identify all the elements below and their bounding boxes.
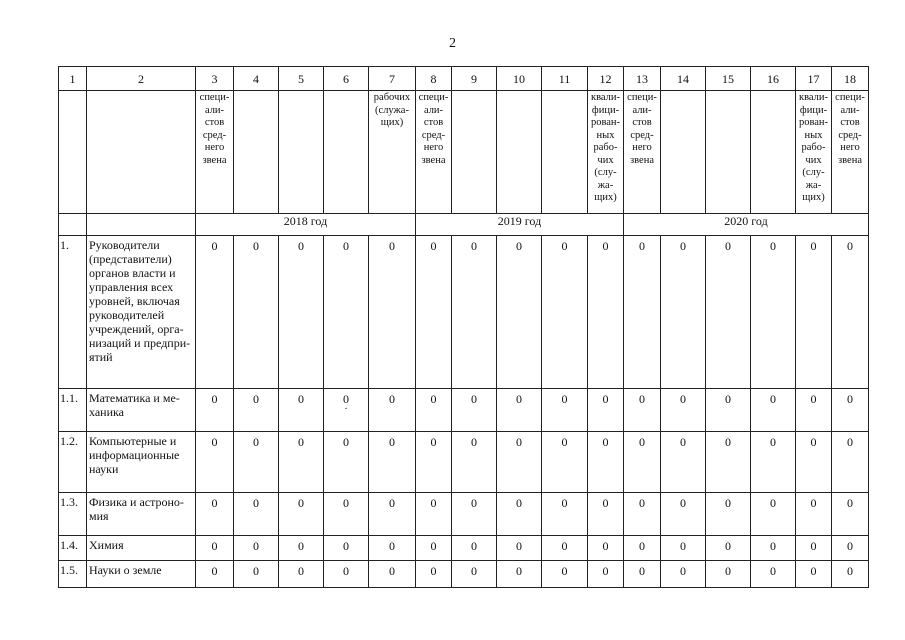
subheader-row	[59, 91, 869, 214]
year-spacer	[59, 214, 87, 236]
value-text: 0	[516, 539, 522, 553]
value-cell	[832, 432, 869, 493]
value-cell	[796, 432, 832, 493]
subheader-cell	[751, 91, 796, 214]
value-text: 0	[561, 392, 568, 406]
value-cell	[751, 236, 796, 389]
subheader-cell: специ- али- стов сред- него звена	[624, 91, 661, 214]
value-cell	[751, 432, 796, 493]
value-text: 0	[680, 496, 686, 510]
value-cell	[832, 536, 869, 561]
value-text: 0	[471, 435, 477, 449]
value-text: 0	[725, 239, 731, 253]
value-cell	[369, 561, 416, 588]
page-number: 2	[449, 36, 456, 51]
value-text: 0	[516, 435, 522, 449]
value-cell	[234, 432, 279, 493]
year-spacer	[87, 214, 196, 236]
table-row	[59, 389, 869, 432]
column-number: 14	[661, 67, 706, 91]
subheader-cell: специ- али- стов сред- него звена	[832, 91, 869, 214]
value-cell	[796, 236, 832, 389]
value-text: 0	[343, 564, 349, 578]
value-cell	[416, 432, 452, 493]
value-text: 0	[298, 496, 304, 510]
value-text: 0	[725, 539, 731, 553]
column-number: 12	[588, 67, 624, 91]
value-cell	[369, 536, 416, 561]
value-cell	[196, 236, 234, 389]
value-text: 0	[211, 435, 218, 449]
column-number: 16	[751, 67, 796, 91]
value-cell	[452, 389, 497, 432]
value-cell	[624, 561, 661, 588]
value-text: 0	[343, 435, 349, 449]
column-number: 2	[87, 67, 196, 91]
table-row	[59, 561, 869, 588]
value-text: 0	[725, 496, 731, 510]
value-text: 0	[343, 496, 349, 510]
value-text: 0	[602, 435, 609, 449]
column-number-row	[59, 67, 869, 91]
value-cell	[706, 561, 751, 588]
value-cell	[324, 536, 369, 561]
value-text: 0	[516, 392, 522, 406]
value-text: 0	[343, 392, 349, 406]
table-row	[59, 432, 869, 493]
row-number: 1.1.	[59, 389, 87, 432]
value-cell	[234, 561, 279, 588]
value-cell	[661, 536, 706, 561]
value-text: 0	[561, 539, 568, 553]
value-cell	[661, 561, 706, 588]
value-text: 0	[389, 435, 395, 449]
value-text: 0	[211, 539, 218, 553]
value-cell	[497, 236, 542, 389]
value-cell	[416, 389, 452, 432]
value-cell	[796, 536, 832, 561]
value-text: 0	[471, 564, 477, 578]
column-number: 3	[196, 67, 234, 91]
value-cell	[452, 236, 497, 389]
stray-dot: ·	[344, 404, 348, 415]
value-text: 0	[298, 539, 304, 553]
value-cell	[452, 493, 497, 536]
value-cell	[624, 432, 661, 493]
value-text: 0	[810, 239, 817, 253]
subheader-cell	[542, 91, 588, 214]
value-text: 0	[561, 239, 568, 253]
value-text: 0	[639, 496, 645, 510]
value-text: 0	[389, 564, 395, 578]
value-text: 0	[602, 392, 609, 406]
value-cell	[706, 432, 751, 493]
value-cell	[832, 561, 869, 588]
subheader-cell	[706, 91, 751, 214]
value-text: 0	[211, 496, 218, 510]
value-text: 0	[253, 564, 259, 578]
value-text: 0	[639, 239, 645, 253]
value-text: 0	[253, 435, 259, 449]
value-cell	[542, 493, 588, 536]
value-cell	[497, 536, 542, 561]
value-text: 0	[847, 539, 853, 553]
value-cell	[497, 432, 542, 493]
value-cell	[279, 561, 324, 588]
value-text: 0	[847, 435, 853, 449]
value-cell	[588, 389, 624, 432]
value-text: 0	[253, 539, 259, 553]
column-number: 17	[796, 67, 832, 91]
column-number: 8	[416, 67, 452, 91]
value-cell	[542, 236, 588, 389]
row-number: 1.3.	[59, 493, 87, 536]
value-text: 0	[430, 564, 437, 578]
value-cell	[416, 236, 452, 389]
value-cell	[369, 389, 416, 432]
value-text: 0	[602, 564, 609, 578]
value-cell	[279, 536, 324, 561]
statistics-table	[58, 66, 869, 588]
subheader-cell: специ- али- стов сред- него звена	[416, 91, 452, 214]
value-text: 0	[471, 239, 477, 253]
value-text: 0	[430, 435, 437, 449]
value-cell	[588, 236, 624, 389]
value-text: 0	[639, 564, 645, 578]
value-text: 0	[847, 564, 853, 578]
value-cell	[279, 493, 324, 536]
value-text: 0	[770, 239, 776, 253]
value-text: 0	[810, 496, 817, 510]
value-text: 0	[430, 392, 437, 406]
value-cell	[661, 389, 706, 432]
value-cell	[452, 561, 497, 588]
row-name: Руководители (представители) органов власти и управления всех уровней, включая руководителей учреждений, орга-низаций и предпри-ятий	[87, 236, 196, 389]
column-number: 10	[497, 67, 542, 91]
value-cell	[497, 389, 542, 432]
value-cell	[588, 561, 624, 588]
value-cell	[234, 389, 279, 432]
value-cell	[542, 536, 588, 561]
value-cell	[369, 432, 416, 493]
value-cell	[588, 493, 624, 536]
value-cell	[196, 432, 234, 493]
value-cell	[542, 432, 588, 493]
value-text: 0	[389, 539, 395, 553]
subheader-cell	[324, 91, 369, 214]
value-cell	[706, 236, 751, 389]
value-text: 0	[430, 496, 437, 510]
value-text: 0	[602, 239, 609, 253]
value-cell	[279, 432, 324, 493]
value-cell	[542, 561, 588, 588]
value-cell	[751, 561, 796, 588]
value-cell	[196, 536, 234, 561]
value-cell	[624, 536, 661, 561]
value-cell	[832, 389, 869, 432]
row-name: Химия	[87, 536, 196, 561]
value-cell	[324, 493, 369, 536]
column-number: 15	[706, 67, 751, 91]
value-cell	[196, 561, 234, 588]
year-2019: 2019 год	[416, 214, 624, 236]
row-number: 1.	[59, 236, 87, 389]
subheader-cell: квали- фици- рован- ных рабо- чих (слу- жа- щих)	[796, 91, 832, 214]
row-name: Науки о земле	[87, 561, 196, 588]
value-text: 0	[298, 239, 304, 253]
value-text: 0	[471, 392, 477, 406]
value-cell	[234, 493, 279, 536]
value-cell	[324, 561, 369, 588]
value-text: 0	[680, 435, 686, 449]
value-text: 0	[680, 239, 686, 253]
year-2020: 2020 год	[624, 214, 869, 236]
value-text: 0	[680, 539, 686, 553]
value-text: 0	[298, 435, 304, 449]
row-name: Математика и ме-ханика	[87, 389, 196, 432]
value-cell	[588, 536, 624, 561]
column-number: 9	[452, 67, 497, 91]
value-text: 0	[298, 564, 304, 578]
value-cell	[416, 493, 452, 536]
value-cell	[497, 561, 542, 588]
column-number: 13	[624, 67, 661, 91]
value-text: 0	[770, 564, 776, 578]
value-text: 0	[810, 539, 817, 553]
column-number: 7	[369, 67, 416, 91]
value-text: 0	[725, 392, 731, 406]
value-text: 0	[639, 392, 645, 406]
table-row	[59, 536, 869, 561]
value-text: 0	[211, 239, 218, 253]
value-text: 0	[389, 239, 395, 253]
value-cell	[196, 389, 234, 432]
value-cell	[196, 493, 234, 536]
value-cell	[661, 236, 706, 389]
value-text: 0	[561, 564, 568, 578]
value-text: 0	[516, 239, 522, 253]
value-cell	[497, 493, 542, 536]
value-text: 0	[561, 435, 568, 449]
value-text: 0	[639, 435, 645, 449]
subheader-cell	[497, 91, 542, 214]
value-cell	[279, 236, 324, 389]
value-cell	[588, 432, 624, 493]
value-text: 0	[639, 539, 645, 553]
value-cell	[706, 536, 751, 561]
value-cell	[751, 493, 796, 536]
value-cell	[706, 493, 751, 536]
value-text: 0	[253, 239, 259, 253]
value-text: 0	[725, 435, 731, 449]
row-name: Физика и астроно-мия	[87, 493, 196, 536]
column-number: 4	[234, 67, 279, 91]
value-text: 0	[810, 435, 817, 449]
value-cell	[452, 432, 497, 493]
value-cell	[624, 236, 661, 389]
value-cell	[624, 389, 661, 432]
subheader-cell: рабочих (служа- щих)	[369, 91, 416, 214]
subheader-cell: специ- али- стов сред- него звена	[196, 91, 234, 214]
value-cell	[832, 493, 869, 536]
value-text: 0	[725, 564, 731, 578]
subheader-cell	[279, 91, 324, 214]
subheader-cell	[234, 91, 279, 214]
year-2018: 2018 год	[196, 214, 416, 236]
value-cell	[416, 561, 452, 588]
value-cell	[279, 389, 324, 432]
subheader-cell	[452, 91, 497, 214]
value-cell	[832, 236, 869, 389]
value-cell	[234, 536, 279, 561]
value-text: 0	[253, 496, 259, 510]
value-cell	[416, 536, 452, 561]
value-cell	[324, 432, 369, 493]
value-text: 0	[810, 564, 817, 578]
column-number: 5	[279, 67, 324, 91]
value-text: 0	[516, 496, 522, 510]
value-cell	[751, 389, 796, 432]
value-cell	[751, 536, 796, 561]
value-text: 0	[770, 392, 776, 406]
value-text: 0	[471, 539, 477, 553]
column-number: 6	[324, 67, 369, 91]
table-row	[59, 493, 869, 536]
subheader-cell	[661, 91, 706, 214]
value-text: 0	[471, 496, 477, 510]
column-number: 11	[542, 67, 588, 91]
value-text: 0	[389, 496, 395, 510]
value-cell	[796, 389, 832, 432]
value-cell	[369, 493, 416, 536]
value-cell	[624, 493, 661, 536]
subheader-cell: квали- фици- рован- ных рабо- чих (слу- жа- щих)	[588, 91, 624, 214]
table-row	[59, 236, 869, 389]
value-cell	[324, 389, 369, 432]
value-text: 0	[561, 496, 568, 510]
subheader-cell	[87, 91, 196, 214]
row-number: 1.2.	[59, 432, 87, 493]
value-text: 0	[430, 239, 437, 253]
column-number: 18	[832, 67, 869, 91]
value-text: 0	[680, 392, 686, 406]
column-number: 1	[59, 67, 87, 91]
value-text: 0	[211, 564, 218, 578]
value-cell	[542, 389, 588, 432]
value-text: 0	[680, 564, 686, 578]
value-cell	[796, 561, 832, 588]
value-text: 0	[847, 496, 853, 510]
value-text: 0	[847, 392, 853, 406]
row-name: Компьютерные и информационные науки	[87, 432, 196, 493]
value-cell	[706, 389, 751, 432]
value-text: 0	[389, 392, 395, 406]
value-text: 0	[770, 435, 776, 449]
row-number: 1.4.	[59, 536, 87, 561]
subheader-cell	[59, 91, 87, 214]
value-cell	[661, 493, 706, 536]
value-cell	[661, 432, 706, 493]
year-row	[59, 214, 869, 236]
value-cell	[452, 536, 497, 561]
value-text: 0	[253, 392, 259, 406]
value-text: 0	[602, 539, 609, 553]
value-text: 0	[298, 392, 304, 406]
value-cell	[369, 236, 416, 389]
value-text: 0	[810, 392, 817, 406]
value-text: 0	[770, 539, 776, 553]
value-text: 0	[847, 239, 853, 253]
value-text: 0	[211, 392, 218, 406]
row-number: 1.5.	[59, 561, 87, 588]
value-cell	[796, 493, 832, 536]
value-text: 0	[343, 539, 349, 553]
value-text: 0	[343, 239, 349, 253]
value-text: 0	[516, 564, 522, 578]
value-cell	[324, 236, 369, 389]
value-text: 0	[770, 496, 776, 510]
value-cell	[234, 236, 279, 389]
value-text: 0	[602, 496, 609, 510]
value-text: 0	[430, 539, 437, 553]
